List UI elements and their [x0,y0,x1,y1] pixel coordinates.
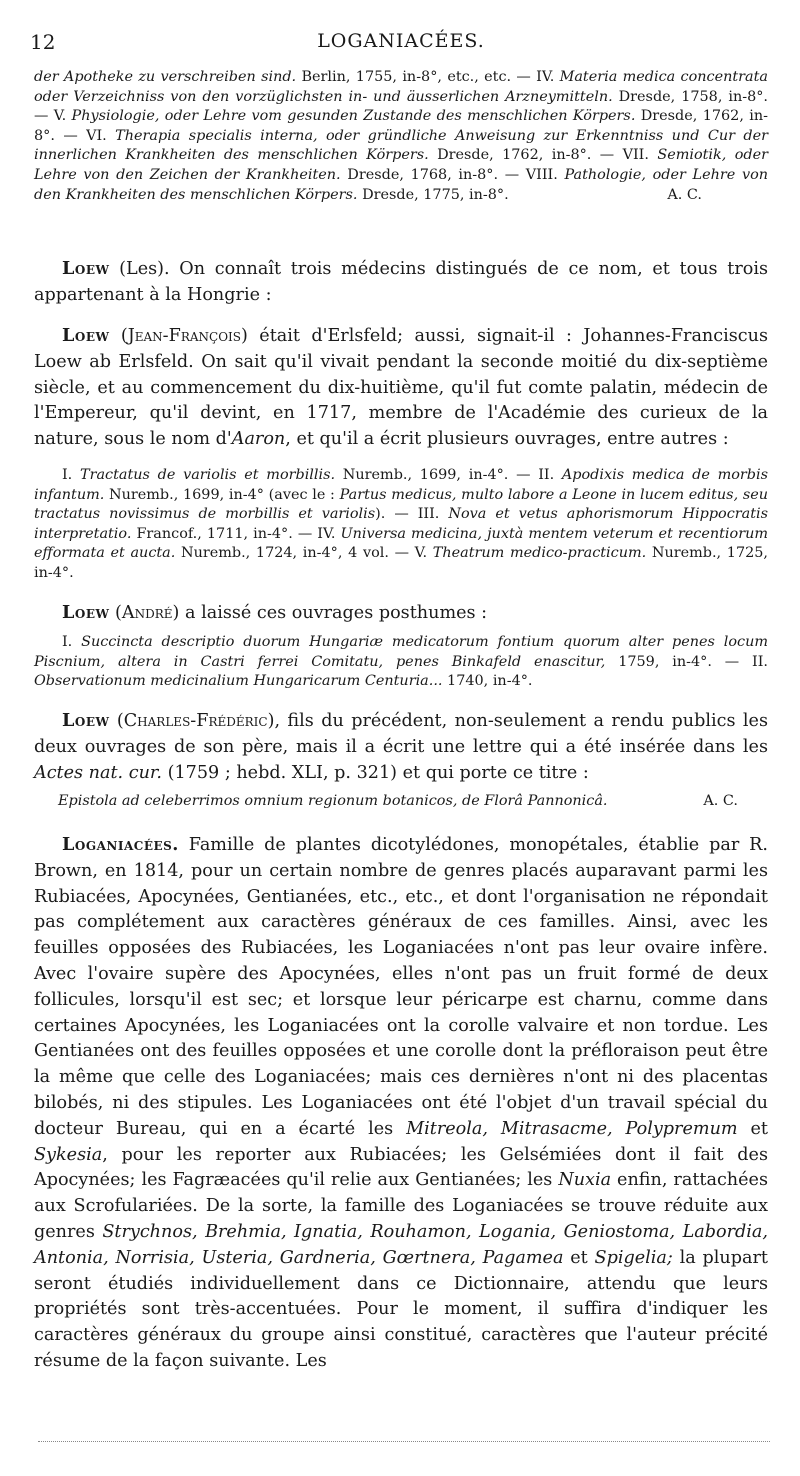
headword: Loew [62,710,110,731]
footer-rule [38,1441,770,1442]
headword: Loew [62,602,110,623]
running-title: LOGANIACÉES. [317,30,485,52]
entry-loew-charles-frederic: Loew (Charles-Frédéric), fils du précédent, non-seulement a rendu publics les deux ouvrages de son père, mais il a écrit une lettre qui a été insérée dans les Actes nat. cur. (1759 ; hebd. XLI, p. 321) et qui porte ce titre : [34,710,768,783]
loew-andre-works: I. Succincta descriptio duorum Hungariæ medicatorum fontium quorum alter penes locum Piscnium, altera in Castri ferrei Comitatu, penes Binkafeld enascitur, 1759, in-4°. — II. Observationum medicinalium Hungaricarum Centuria... 1740, in-4°. [34,634,768,690]
previous-entry-bibliography: der Apotheke zu verschreiben sind. Berlin, 1755, in-8°, etc., etc. — IV. Materia medica concentrata oder Verzeichniss von den vorzüglichsten in- und äusserlichen Arzneymitteln. Dresde, 1758, in-8°. — V. Physiologie, oder Lehre vom gesunden Zustande des menschlichen Körpers. Dresde, 1762, in-8°. — VI. Therapia specialis interna, oder gründliche Anweisung zur Erkenntniss und Cur der innerlichen Krankheiten des menschlichen Körpers. Dresde, 1762, in-8°. — VII. Semiotik, oder Lehre von den Zeichen der Krankheiten. Dresde, 1768, in-8°. — VIII. Pathologie, oder Lehre von den Krankheiten des menschlichen Körpers. Dresde, 1775, in-8°. A. C. [34,68,768,205]
headword: Loew [62,258,110,279]
headword: Loew [62,325,110,346]
entry-loew-andre: Loew (André) a laissé ces ouvrages posthumes : [62,602,488,623]
loew-jean-francois-works: I. Tractatus de variolis et morbillis. Nuremb., 1699, in-4°. — II. Apodixis medica de morbis infantum. Nuremb., 1699, in-4° (avec le : Partus medicus, multo labore a Leone in lucem editus, seu tractatus novissimus de morbillis et variolis). — III. Nova et vetus aphorismorum Hippocratis interpretatio. Francof., 1711, in-4°. — IV. Universa medicina, juxtà mentem veterum et recentiorum efformata et aucta. Nuremb., 1724, in-4°, 4 vol. — V. Theatrum medico-practicum. Nuremb., 1725, in-4°. [34,467,769,581]
author-initials: A. C. [703,793,738,809]
entry-loganiacees: Loganiacées. Famille de plantes dicotylédones, monopétales, établie par R. Brown, en 1814, pour un certain nombre de genres placés auparavant parmi les Rubiacées, Apocynées, Gentianées, etc., etc., et dont l'organisation ne répondait pas complétement aux caractères généraux de ces familles. Ainsi, avec les feuilles opposées des Rubiacées, les Loganiacées n'ont pas leur ovaire infère. Avec l'ovaire supère des Apocynées, elles n'ont pas un fruit formé de deux follicules, lorsqu'il est sec; et lorsque leur péricarpe est charnu, comme dans certaines Apocynées, les Loganiacées ont la corolle valvaire et non tordue. Les Gentianées ont des feuilles opposées et une corolle dont la préfloraison peut être la même que celle des Loganiacées; mais ces dernières n'ont ni des placentas bilobés, ni des stipules. Les Loganiacées ont été l'objet d'un travail spécial du docteur Bureau, qui en a écarté les Mitreola, Mitrasacme, Polypremum et Sykesia, pour les reporter aux Rubiacées; les Gelsémiées dont il fait des Apocynées; les Fagræacées qu'il relie aux Gentianées; les Nuxia enfin, rattachées aux Scrofulariées. De la sorte, la famille des Loganiacées se trouve réduite aux genres Strychnos, Brehmia, Ignatia, Rouhamon, Logania, Geniostoma, Labordia, Antonia, Norrisia, Usteria, Gardneria, Gœrtnera, Pagamea et Spigelia; la plupart seront étudiés individuellement dans ce Dictionnaire, attendu que leurs propriétés sont très-accentuées. Pour le moment, il suffira d'indiquer les caractères généraux du groupe ainsi constitué, caractères que l'auteur précité résume de la façon suivante. Les [34,834,769,1371]
entry-loew-intro: Loew (Les). On connaît trois médecins distingués de ce nom, et tous trois appartenant à la Hongrie : [34,258,768,305]
running-header [30,30,772,60]
epistola-title: Epistola ad celeberrimos omnium regionum botanicos, de Florâ Pannonicâ. A. C. [34,792,768,812]
author-initials: A. C. [667,186,702,203]
page-number: 12 [30,30,56,54]
entry-loew-jean-francois: Loew (Jean-François) était d'Erlsfeld; aussi, signait-il : Johannes-Franciscus Loew ab Erlsfeld. On sait qu'il vivait pendant la seconde moitié du dix-septième siècle, et au commencement du dix-huitième, qu'il fut comte palatin, médecin de l'Empereur, qu'il devint, en 1717, membre de l'Académie des curieux de la nature, sous le nom d'Aaron, et qu'il a écrit plusieurs ouvrages, entre autres : [34,325,768,450]
headword: Loganiacées. [62,834,179,855]
